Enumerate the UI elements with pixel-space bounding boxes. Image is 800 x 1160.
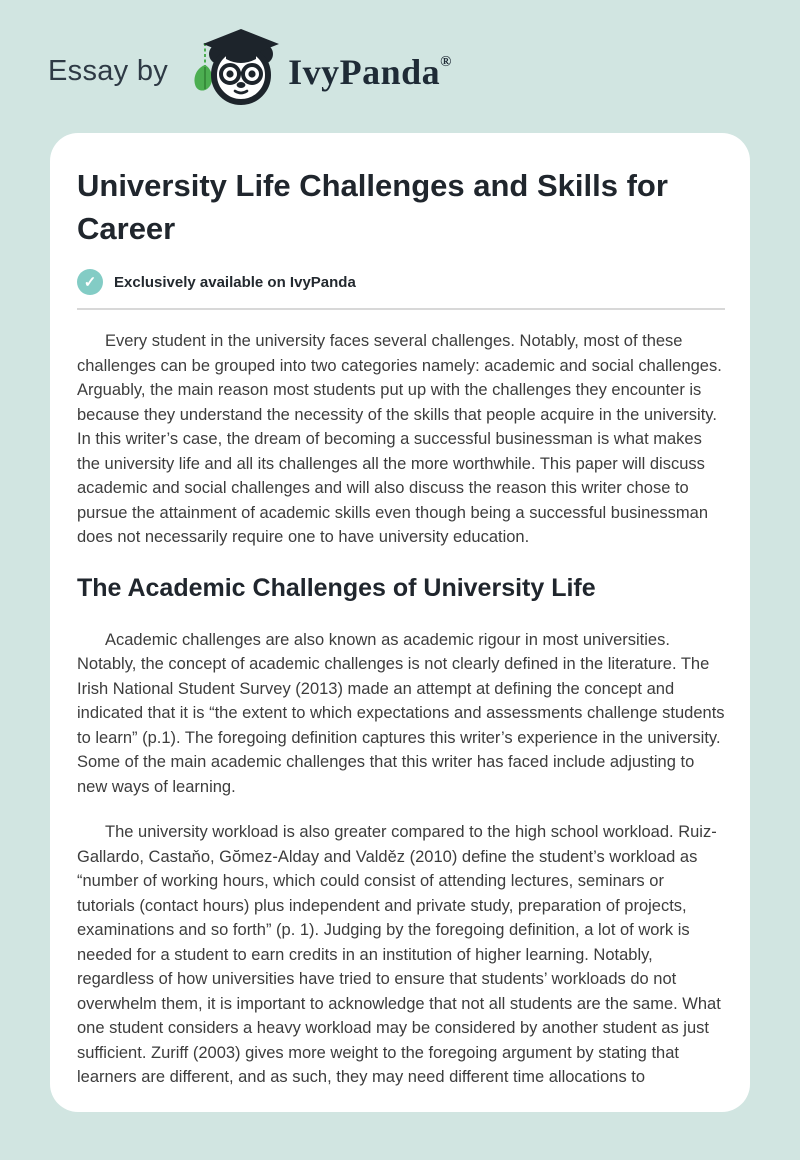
paragraph-academic-2: The university workload is also greater compared to the high school workload. Ruiz-Gallardo, Castaňo, Gŏmez-Alday and Valděz (2010) define the student’s workload as “number of working hours, which could consist of attending lectures, seminars or tutorials (contact hours) plus independent and private study, preparation of projects, examinations and so forth” (p. 1). Judging by the foregoing definition, a lot of work is needed for a student to earn credits in an institution of higher learning. Notably, regardless of how universities have tried to ensure that students’ workloads do not overwhelm them, it is important to acknowledge that not all students are the same. What one student considers a heavy workload may be considered by another student as just sufficient. Zuriff (2003) gives more weight to the foregoing argument by stating that learners are different, and as such, they may need different time allocations to bbox=[77, 823, 721, 1086]
essay-card bbox=[50, 133, 750, 1112]
essay-by-label: Essay by bbox=[48, 55, 169, 87]
section-heading-academic-challenges: The Academic Challenges of University Life bbox=[77, 573, 596, 602]
exclusive-badge-label: Exclusively available on IvyPanda bbox=[114, 273, 356, 291]
registered-trademark-symbol: ® bbox=[440, 53, 452, 70]
paragraph-intro: Every student in the university faces several challenges. Notably, most of these challenges can be grouped into two categories namely: academic and social challenges. Arguably, the main reason most students put up with the challenges they encounter is because they understand the necessity of the skills that people acquire in the university. In this writer’s case, the dream of becoming a successful businessman is what makes the university life and all its challenges all the more worthwhile. This paper will discuss academic and social challenges and will also discuss the reason this writer chose to pursue the attainment of academic skills even though being a successful businessman does not necessarily require one to have university education. bbox=[77, 332, 722, 546]
check-icon: ✓ bbox=[77, 269, 103, 295]
site-header bbox=[0, 0, 800, 133]
paragraph-academic-1: Academic challenges are also known as academic rigour in most universities. Notably, the concept of academic challenges is not clearly defined in the literature. The Irish National Student Survey (2013) made an attempt at defining the concept and indicated that it is “the extent to which expectations and assessments challenge students to learn” (p.1). The foregoing definition captures this writer’s experience in the university. Some of the main academic challenges that this writer has faced include adjusting to new ways of learning. bbox=[77, 630, 725, 796]
brand-name: IvyPanda bbox=[288, 51, 441, 92]
ivypanda-logo-icon[interactable] bbox=[182, 27, 282, 111]
divider bbox=[77, 308, 725, 310]
page-title: University Life Challenges and Skills for Career bbox=[77, 168, 668, 246]
brand-wordmark[interactable] bbox=[288, 51, 452, 93]
exclusive-badge bbox=[77, 269, 725, 295]
